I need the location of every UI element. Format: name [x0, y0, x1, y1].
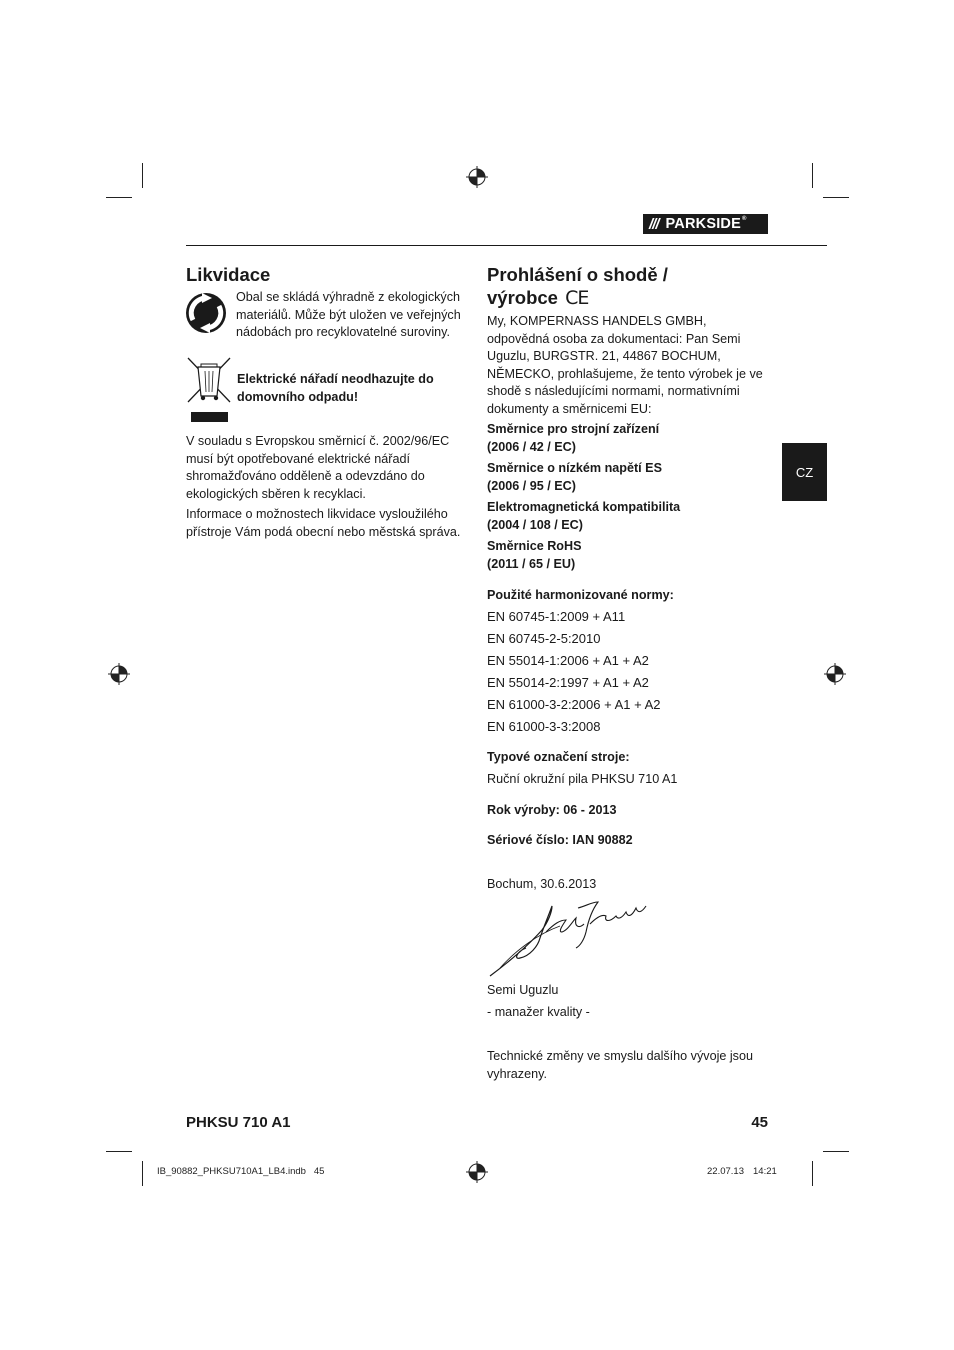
signer-name: Semi Uguzlu — [487, 983, 559, 997]
closing-note: Technické změny ve smyslu dalšího vývoje jsou vyhrazeny. — [487, 1049, 753, 1081]
directive-name: Směrnice RoHS — [487, 539, 582, 553]
directive-item — [487, 460, 777, 499]
standard-item: EN 55014-2:1997 + A1 + A2 — [487, 675, 649, 690]
directive-name: Směrnice o nízkém napětí ES — [487, 461, 662, 475]
declaration-title — [487, 263, 787, 310]
production-year: Rok výroby: 06 - 2013 — [487, 803, 617, 817]
directives-list — [487, 421, 777, 577]
slug-date: 22.07.13 — [707, 1166, 744, 1177]
signer-role: - manažer kvality - — [487, 1005, 590, 1019]
logo-slashes: /// — [649, 215, 659, 233]
signature-image — [486, 898, 651, 980]
disposal-directive-paragraph: V souladu s Evropskou směrnicí č. 2002/96/EC musí být opotřebované elektrické nářadí shromažďováno odděleně a odevzdáno do ekologických sběren k recyklaci. — [186, 434, 450, 501]
declaration-intro: My, KOMPERNASS HANDELS GMBH, odpovědná osoba za dokumentaci: Pan Semi Uguzlu, BURGSTR. 21, 44867 BOCHUM, NĚMECKO, prohlašujeme, že tento výrobek je ve shodě s následujícími normami, normativními dokumenty a směrnicemi EU: — [487, 314, 763, 416]
slug-time: 14:21 — [753, 1166, 777, 1177]
declaration-title-line2: výrobce — [487, 287, 558, 308]
standard-item: EN 61000-3-3:2008 — [487, 719, 601, 734]
type-heading: Typové označení stroje: — [487, 750, 630, 764]
weee-crossed-bin-icon — [186, 356, 232, 424]
serial-number: Sériové číslo: IAN 90882 — [487, 833, 633, 847]
directive-item — [487, 421, 777, 460]
registration-target-icon — [466, 1161, 488, 1183]
directive-name: Elektromagnetická kompatibilita — [487, 500, 681, 514]
standards-list — [487, 606, 777, 738]
crop-mark — [106, 197, 132, 198]
crop-mark — [142, 163, 143, 188]
disposal-info-paragraph: Informace o možnostech likvidace vysloužilého přístroje Vám podá obecní nebo městská správa. — [186, 507, 461, 539]
logo-text: PARKSIDE — [665, 216, 741, 232]
crop-mark — [823, 197, 849, 198]
language-tab-label: CZ — [795, 464, 814, 480]
directive-item — [487, 499, 777, 538]
registration-target-icon — [824, 663, 846, 685]
crop-mark — [106, 1151, 132, 1152]
slug-filename: IB_90882_PHKSU710A1_LB4.indb 45 — [157, 1166, 325, 1177]
ce-mark-icon: CE — [565, 287, 589, 309]
disposal-title: Likvidace — [186, 264, 271, 285]
crop-mark — [142, 1161, 143, 1186]
recycling-icon — [185, 292, 227, 334]
directive-code: (2011 / 65 / EU) — [487, 556, 576, 571]
standard-item: EN 60745-1:2009 + A11 — [487, 609, 626, 624]
directive-code: (2006 / 42 / EC) — [487, 439, 576, 454]
directive-code: (2006 / 95 / EC) — [487, 478, 576, 493]
standard-item: EN 60745-2-5:2010 — [487, 631, 601, 646]
directive-code: (2004 / 108 / EC) — [487, 517, 583, 532]
registration-target-icon — [466, 166, 488, 188]
crop-mark — [812, 1161, 813, 1186]
language-tab — [782, 443, 827, 501]
directive-name: Směrnice pro strojní zařízení — [487, 422, 660, 436]
crop-mark — [823, 1151, 849, 1152]
logo-reg: ® — [741, 216, 747, 222]
weee-warning-text: Elektrické nářadí neodhazujte do domovního odpadu! — [237, 372, 434, 404]
footer-model: PHKSU 710 A1 — [186, 1114, 291, 1131]
page-number: 45 — [751, 1114, 768, 1131]
standard-item: EN 61000-3-2:2006 + A1 + A2 — [487, 697, 661, 712]
packaging-recycling-text: Obal se skládá výhradně z ekologických materiálů. Může být uložen ve veřejných nádobách pro recyklovatelné suroviny. — [236, 290, 461, 339]
crop-mark — [812, 163, 813, 188]
directive-item — [487, 538, 777, 577]
standard-item: EN 55014-1:2006 + A1 + A2 — [487, 653, 649, 668]
declaration-title-line1: Prohlášení o shodě / — [487, 264, 668, 285]
parkside-logo — [643, 214, 768, 234]
registration-target-icon — [108, 663, 130, 685]
place-date: Bochum, 30.6.2013 — [487, 877, 597, 891]
header-rule — [186, 245, 827, 246]
type-value: Ruční okružní pila PHKSU 710 A1 — [487, 772, 678, 786]
standards-heading: Použité harmonizované normy: — [487, 588, 674, 602]
